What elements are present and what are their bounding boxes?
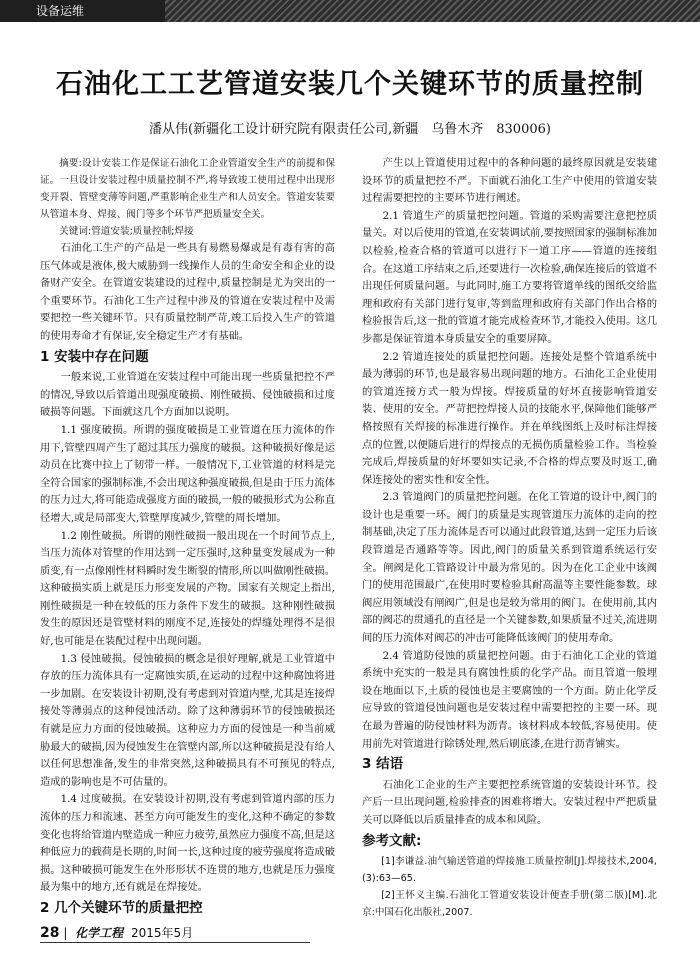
reference-item: [1]李谦益.油气输送管道的焊接施工质量控制[J].焊接技术,2004,(3):63—65.: [362, 856, 657, 885]
paragraph: 1.1 强度破损。所谓的强度破损是工业管道在压力流体的作用下,管壁四周产生了超过其压力强度的破损。这种破损好像是运动员在比赛中拉上了韧带一样。一般情况下,工业管道的材料是完全符合国家的强制标准,不会出现这种强度破损,但是由于压力流体的压力过大,将可能造成强度方面的破损,一般的破损形式为公称直径增大,或是局部变大,管壁厚度减少,管壁的周长增加。: [40, 423, 335, 524]
footer-rule: [40, 942, 310, 943]
page-footer: [40, 924, 193, 941]
intro-paragraph: 石油化工生产的产品是一些具有易燃易爆或是有毒有害的高压气体或是液体,极大威胁到一线操作人员的生命安全和企业的设备财产安全。在管道安装建设的过程中,质量控制是尤为突出的一个重要环节。石油化工生产过程中涉及的管道在安装过程中及需要把控一些关键环节。只有质量控制严苛,竣工后投入生产的管道的使用寿命才有保证,安全稳定生产才有基础。: [40, 242, 335, 342]
paragraph: 一般来说,工业管道在安装过程中可能出现一些质量把控不严的情况,导致以后管道出现强度破损、刚性破损、侵蚀破损和过度破损等问题。下面就这几个方面加以说明。: [40, 371, 335, 419]
section-banner: [0, 0, 700, 22]
paragraph: 1.2 刚性破损。所谓的刚性破损一般出现在一个时间节点上,当压力流体对管壁的作用达到一定压强时,这种量变发展成为一种质变,有一点像刚性材料瞬时发生断裂的情形,所以叫做刚性破损。这种破损实质上就是压力形变发展的产物。国家有关规定上指出,刚性破损是一种在较低的压力条件下发生的破损。这种刚性破损发生的原因还是管壁材料的刚度不足,连接处的焊缝处理得不是很好,也可能是在装配过程中出现问题。: [40, 529, 335, 648]
section-tag: 设备运维: [0, 0, 165, 22]
paragraph: 2.4 管道防侵蚀的质量把控问题。由于石油化工企业的管道系统中充实的一般是具有腐蚀性质的化学产品。而且管道一般埋设在地面以下,土质的侵蚀也是主要腐蚀的一个方面。防止化学反应导致的管道侵蚀问题也是安装过程中需要把控的主要一环。现在最为普遍的防侵蚀材料为沥青。该材料成本较低,容易使用。使用前先对管道进行除锈处理,然后刷底漆,在进行沥青铺实。: [362, 649, 657, 750]
paragraph: 石油化工企业的生产主要把控系统管道的安装设计环节。投产后一旦出现问题,检验排查的困难将增大。安装过程中严把质量关可以降低以后质量排查的成本和风险。: [362, 778, 657, 826]
footer-divider: |: [63, 926, 72, 940]
paragraph: 1.3 侵蚀破损。侵蚀破损的概念是很好理解,就是工业管道中存放的压力流体具有一定腐蚀实质,在运动的过程中这种腐蚀将进一步加剧。在安装设计初期,没有考虑到对管道内壁,尤其是连接焊接处等薄弱点的这种侵蚀活动。除了这种薄弱环节的侵蚀破损还有就是应力方面的侵蚀破损。这种应力方面的侵蚀是一种当前威胁最大的破损,因为侵蚀发生在管壁内部,所以这种破损是没有给人以任何思想准备,发生的非常突然,这种破损具有不可预见的特点,造成的影响也是不可估量的。: [40, 652, 335, 788]
left-column: [40, 155, 335, 921]
right-column: [362, 155, 657, 921]
section-1-heading: 1 安装中存在问题: [40, 348, 149, 365]
reference-item: [2]王怀义主编.石油化工管道安装设计便查手册(第二版)[M].北京:中国石化出版社,2007.: [362, 890, 657, 919]
paragraph: 1.4 过度破损。在安装设计初期,没有考虑到管道内部的压力流体的压力和流速、甚至方向可能发生的变化,这种不确定的参数变化也将给管道内壁造成一种应力疲劳,虽然应力强度不高,但是这种低应力的载荷是长期的,时间一长,这种过度的疲劳强度将造成破损。这种破损可能发生在外形形状不连贯的地方,也就是压力强度最为集中的地方,还有就是在焊接处。: [40, 793, 335, 894]
section-3-heading: 3 结语: [362, 756, 404, 773]
issue-date: 2015年5月: [131, 926, 194, 940]
magazine-name: 化学工程: [75, 926, 124, 940]
paragraph: 产生以上管道使用过程中的各种问题的最终原因就是安装建设环节的质量把控不严。下面就石油化工生产中使用的管道安装过程需要把控的主要环节进行阐述。: [362, 157, 657, 205]
paragraph: 2.1 管道生产的质量把控问题。管道的采购需要注意把控质量关。对以后使用的管道,在安装调试前,要按照国家的强制标准加以检验,检查合格的管道可以进行下一道工序——管道的连接组合。在这道工序结束之后,还要进行一次检验,确保连接后的管道不出现任何质量问题。与此同时,施工方要将管道单线的图纸交给监理和政府有关部门进行复审,等到监理和政府有关部门作出合格的检验报告后,这一批的管道才能完成检查环节,才能投入使用。这几步都是保证管道本身质量安全的重要屏障。: [362, 209, 657, 345]
paragraph: 2.3 管道阀门的质量把控问题。在化工管道的设计中,阀门的设计也是重要一环。阀门的质量是实现管道压力流体的走向的控制基础,决定了压力流体是否可以通过此段管道,达到一定压力后该段管道是否通路等等。因此,阀门的质量关系到管道系统运行安全。闸阀是化工管路设计中最为常见的。因为在化工企业中该阀门的使用范围最广,在使用时要检验其耐高温等主要性能参数。球阀应用领域没有闸阀广,但是也是较为常用的阀门。在使用前,其内部的阀芯的贯通孔的直径是一个关键参数,如果质量不过关,流进期间的压力流体对阀芯的冲击可能降低该阀门的使用寿命。: [362, 491, 657, 645]
references-heading: 参考文献:: [362, 832, 422, 849]
paragraph: 2.2 管道连接处的质量把控问题。连接处是整个管道系统中最为薄弱的环节,也是最容易出现问题的地方。石油化工企业使用的管道连接方式一般为焊接。焊接质量的好坏直接影响管道安装、使用的安全。严苛把控焊接人员的技能水平,保障他们能够严格按照有关焊接的标准进行操作。并在单线图纸上及时标注焊接点的位置,以便随后进行的焊接点的无损伤质量检验工作。当检验完成后,焊接质量的好坏要如实记录,不合格的焊点要及时返工,确保连接处的密实性和安全性。: [362, 350, 657, 486]
abstract: 摘要:设计安装工作是保证石油化工企业管道安全生产的前提和保证。一旦设计安装过程中质量控制不严,将导致竣工使用过程中出现形变开裂、管壁变薄等问题,严重影响企业生产和人员安全。管道安装要从管道本身、焊接、阀门等多个环节严把质量安全关。: [40, 158, 335, 220]
article-title: 石油化工工艺管道安装几个关键环节的质量控制: [56, 69, 644, 100]
section-2-heading: 2 几个关键环节的质量把控: [40, 899, 203, 916]
author-line: 潘从伟(新疆化工设计研究院有限责任公司,新疆 乌鲁木齐 830006): [149, 122, 551, 137]
keywords: 关键词:管道安装;质量控制;焊接: [59, 226, 194, 237]
page-number: 28: [40, 925, 60, 941]
